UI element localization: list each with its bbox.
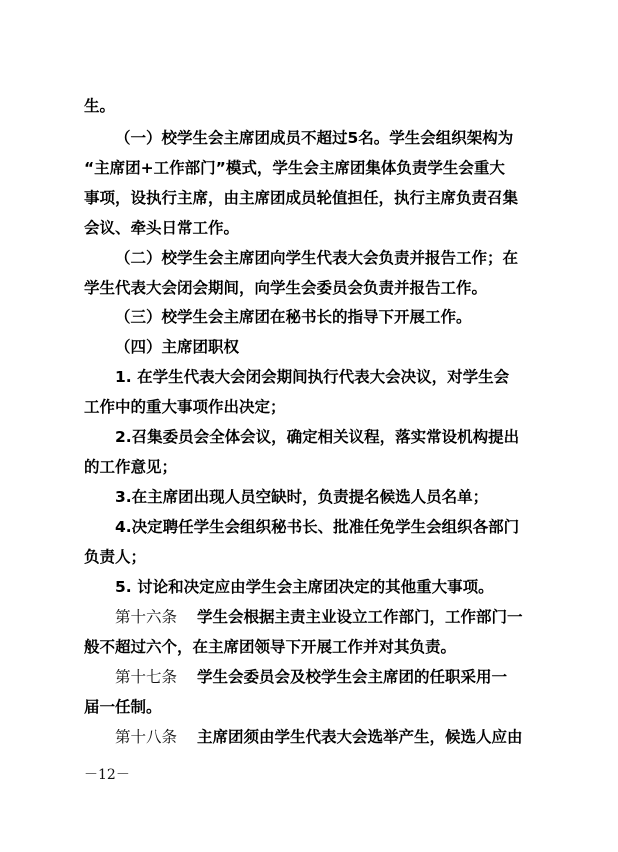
article-line — [115, 726, 523, 748]
body-line: 3.在主席团出现人员空缺时，负责提名候选人员名单； — [115, 488, 489, 506]
body-line: （四）主席团职权 — [115, 338, 240, 356]
body-line: （三）校学生会主席团在秘书长的指导下开展工作。 — [115, 308, 472, 326]
article-label: 第十八条 — [115, 728, 178, 746]
body-line: 学生代表大会闭会期间，向学生会委员会负责并报告工作。 — [84, 279, 488, 297]
article-line — [115, 606, 523, 628]
body-line: （二）校学生会主席团向学生代表大会负责并报告工作；在 — [115, 249, 519, 267]
body-line: 生。 — [84, 97, 116, 115]
page-number: －12－ — [84, 767, 130, 783]
body-line: 1. 在学生代表大会闭会期间执行代表大会决议，对学生会 — [115, 368, 510, 386]
article-line — [115, 666, 507, 688]
article-text: 主席团须由学生代表大会选举产生，候选人应由 — [197, 728, 523, 746]
body-line: 的工作意见； — [84, 458, 178, 476]
body-line: 5. 讨论和决定应由学生会主席团决定的其他重大事项。 — [115, 578, 494, 596]
body-line: 般不超过六个，在主席团领导下开展工作并对其负责。 — [84, 638, 457, 656]
body-line: 事项，设执行主席，由主席团成员轮值担任，执行主席负责召集 — [84, 189, 519, 207]
article-text: 学生会委员会及校学生会主席团的任职采用一 — [197, 668, 508, 686]
article-text: 学生会根据主责主业设立工作部门，工作部门一 — [197, 608, 523, 626]
article-label: 第十七条 — [115, 668, 178, 686]
body-line: 届一任制。 — [84, 698, 162, 716]
body-line: 4.决定聘任学生会组织秘书长、批准任免学生会组织各部门 — [115, 518, 520, 536]
body-line: （一）校学生会主席团成员不超过5名。学生会组织架构为 — [115, 129, 514, 147]
body-line: 2.召集委员会全体会议，确定相关议程，落实常设机构提出 — [115, 428, 520, 446]
article-label: 第十六条 — [115, 608, 178, 626]
body-line: 工作中的重大事项作出决定； — [84, 398, 286, 416]
body-line: “主席团+工作部门”模式，学生会主席团集体负责学生会重大 — [84, 159, 505, 177]
body-line: 会议、牵头日常工作。 — [84, 219, 240, 237]
body-line: 负责人； — [84, 548, 147, 566]
